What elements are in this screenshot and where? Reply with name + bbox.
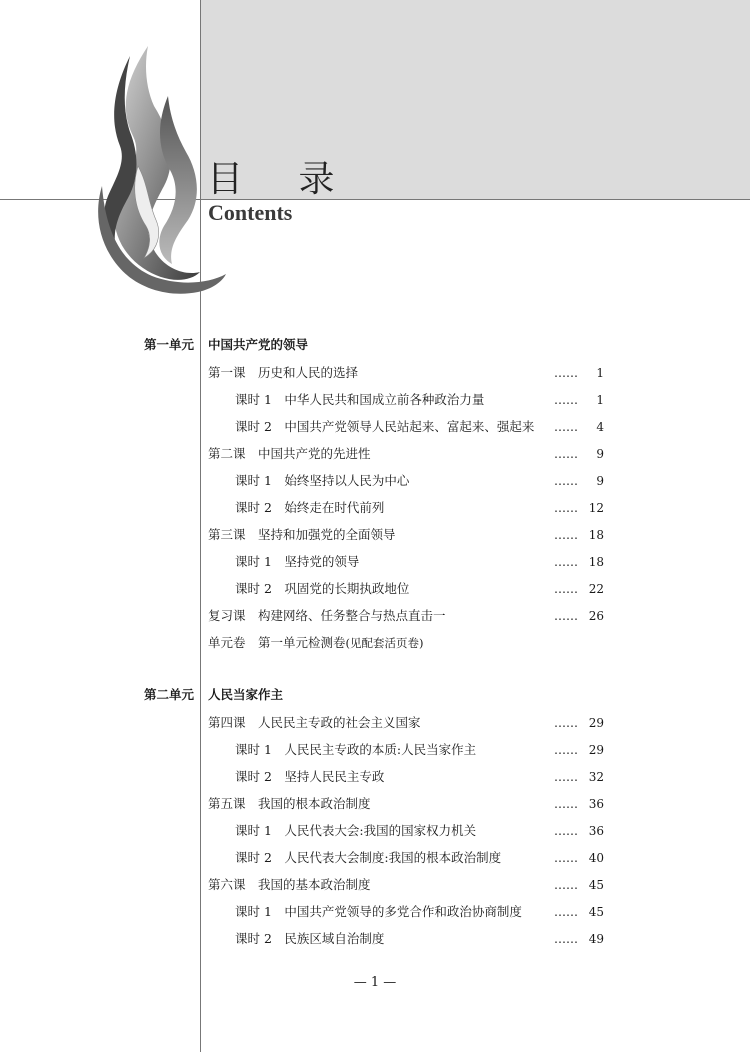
toc-entry-text: 第二课 中国共产党的先进性 <box>208 446 371 461</box>
toc-subentry[interactable] <box>0 579 750 599</box>
toc-entry[interactable] <box>0 525 750 545</box>
toc-entry-text: 单元卷 第一单元检测卷 <box>208 635 346 650</box>
toc-entry-title <box>208 713 421 733</box>
leader-dots: …… <box>554 528 578 542</box>
toc-subentry[interactable] <box>0 767 750 787</box>
toc-entry[interactable] <box>0 633 750 653</box>
page-ref: 9 <box>596 474 604 488</box>
page-ref: 29 <box>588 743 604 757</box>
page-ref: 45 <box>588 905 604 919</box>
toc-entry-title <box>235 471 409 491</box>
page-ref: 18 <box>588 528 604 542</box>
page-ref: 1 <box>596 366 604 380</box>
toc-subentry[interactable] <box>0 390 750 410</box>
toc-subentry[interactable] <box>0 929 750 949</box>
leader-dots: …… <box>554 716 578 730</box>
toc-entry-title <box>235 821 476 841</box>
toc-entry[interactable] <box>0 713 750 733</box>
toc-subentry[interactable] <box>0 902 750 922</box>
toc-entry-text: 课时 2 人民代表大会制度:我国的根本政治制度 <box>235 850 502 865</box>
toc-entry-title <box>235 929 384 949</box>
page-ref: 36 <box>588 797 604 811</box>
page-ref: 29 <box>588 716 604 730</box>
toc-entry-text: 课时 2 始终走在时代前列 <box>235 500 385 515</box>
page-ref: 18 <box>588 555 604 569</box>
toc-entry[interactable] <box>0 794 750 814</box>
toc-entry-text: 课时 1 始终坚持以人民为中心 <box>235 473 410 488</box>
toc-entry-title <box>208 525 396 545</box>
toc-entry-title <box>235 552 359 572</box>
toc-entry-title <box>208 606 446 626</box>
page-ref: 4 <box>596 420 604 434</box>
page-number: — 1 — <box>353 975 397 990</box>
leader-dots: …… <box>554 366 578 380</box>
leader-dots: …… <box>554 393 578 407</box>
toc-entry-title <box>235 390 484 410</box>
toc-entry-text: 第五课 我国的根本政治制度 <box>208 796 371 811</box>
page-ref: 26 <box>588 609 604 623</box>
toc-entry-note: (见配套活页卷) <box>345 636 424 650</box>
unit-title: 中国共产党的领导 <box>208 337 309 352</box>
leader-dots: …… <box>554 447 578 461</box>
toc-subentry[interactable] <box>0 740 750 760</box>
toc-entry-title <box>235 767 384 787</box>
leader-dots: …… <box>554 851 578 865</box>
leader-dots: …… <box>554 770 578 784</box>
toc-entry[interactable] <box>0 363 750 383</box>
toc-entry-text: 课时 1 中华人民共和国成立前各种政治力量 <box>235 392 485 407</box>
leader-dots: …… <box>554 797 578 811</box>
toc-entry-text: 第四课 人民民主专政的社会主义国家 <box>208 715 421 730</box>
toc-entry-title <box>235 417 534 437</box>
page-subtitle: Contents <box>208 200 293 225</box>
toc-entry-title <box>208 363 358 383</box>
toc-subentry[interactable] <box>0 471 750 491</box>
leader-dots: …… <box>554 743 578 757</box>
toc-entry-text: 课时 2 巩固党的长期执政地位 <box>235 581 410 596</box>
leader-dots: …… <box>554 905 578 919</box>
leader-dots: …… <box>554 582 578 596</box>
toc-entry-text: 课时 2 中国共产党领导人民站起来、富起来、强起来 <box>235 419 535 434</box>
toc-entry-title <box>235 740 476 760</box>
unit-label: 第二单元 <box>144 687 195 702</box>
unit-title: 人民当家作主 <box>208 687 284 702</box>
toc-entry-text: 课时 2 民族区域自治制度 <box>235 931 385 946</box>
toc-entry-title <box>208 794 371 814</box>
page-ref: 40 <box>588 851 604 865</box>
leader-dots: …… <box>554 824 578 838</box>
toc-entry[interactable] <box>0 444 750 464</box>
toc-subentry[interactable] <box>0 552 750 572</box>
toc-entry-text: 课时 1 中国共产党领导的多党合作和政治协商制度 <box>235 904 522 919</box>
page-ref: 12 <box>588 501 604 515</box>
toc-entry-title <box>235 848 501 868</box>
toc-entry-title <box>208 875 371 895</box>
leader-dots: …… <box>554 420 578 434</box>
page-ref: 22 <box>588 582 604 596</box>
toc-entry-text: 第三课 坚持和加强党的全面领导 <box>208 527 396 542</box>
page-ref: 9 <box>596 447 604 461</box>
toc-entry-title <box>235 902 522 922</box>
toc-entry[interactable] <box>0 606 750 626</box>
toc-entry[interactable] <box>0 875 750 895</box>
toc-entry-text: 第六课 我国的基本政治制度 <box>208 877 371 892</box>
toc-entry-text: 课时 1 坚持党的领导 <box>235 554 360 569</box>
leader-dots: …… <box>554 555 578 569</box>
leader-dots: …… <box>554 501 578 515</box>
page-title: 目 录 <box>207 159 357 200</box>
toc-entry-text: 课时 1 人民民主专政的本质:人民当家作主 <box>235 742 477 757</box>
toc-subentry[interactable] <box>0 848 750 868</box>
leader-dots: …… <box>554 878 578 892</box>
page-ref: 49 <box>588 932 604 946</box>
page-ref: 32 <box>588 770 604 784</box>
page-ref: 36 <box>588 824 604 838</box>
toc-entry-text: 课时 2 坚持人民民主专政 <box>235 769 385 784</box>
leader-dots: …… <box>554 474 578 488</box>
unit-label: 第一单元 <box>144 337 195 352</box>
page-ref: 1 <box>596 393 604 407</box>
toc-entry-text: 课时 1 人民代表大会:我国的国家权力机关 <box>235 823 477 838</box>
toc-entry-title <box>208 444 371 464</box>
leader-dots: …… <box>554 609 578 623</box>
toc-subentry[interactable] <box>0 498 750 518</box>
toc-entry-title <box>235 579 409 599</box>
toc-entry-title <box>235 498 384 518</box>
toc-entry-text: 第一课 历史和人民的选择 <box>208 365 359 380</box>
page-ref: 45 <box>588 878 604 892</box>
toc-entry-text: 复习课 构建网络、任务整合与热点直击一 <box>208 608 446 623</box>
leader-dots: …… <box>554 932 578 946</box>
toc-entry-title <box>208 633 424 653</box>
toc-subentry[interactable] <box>0 417 750 437</box>
toc-subentry[interactable] <box>0 821 750 841</box>
